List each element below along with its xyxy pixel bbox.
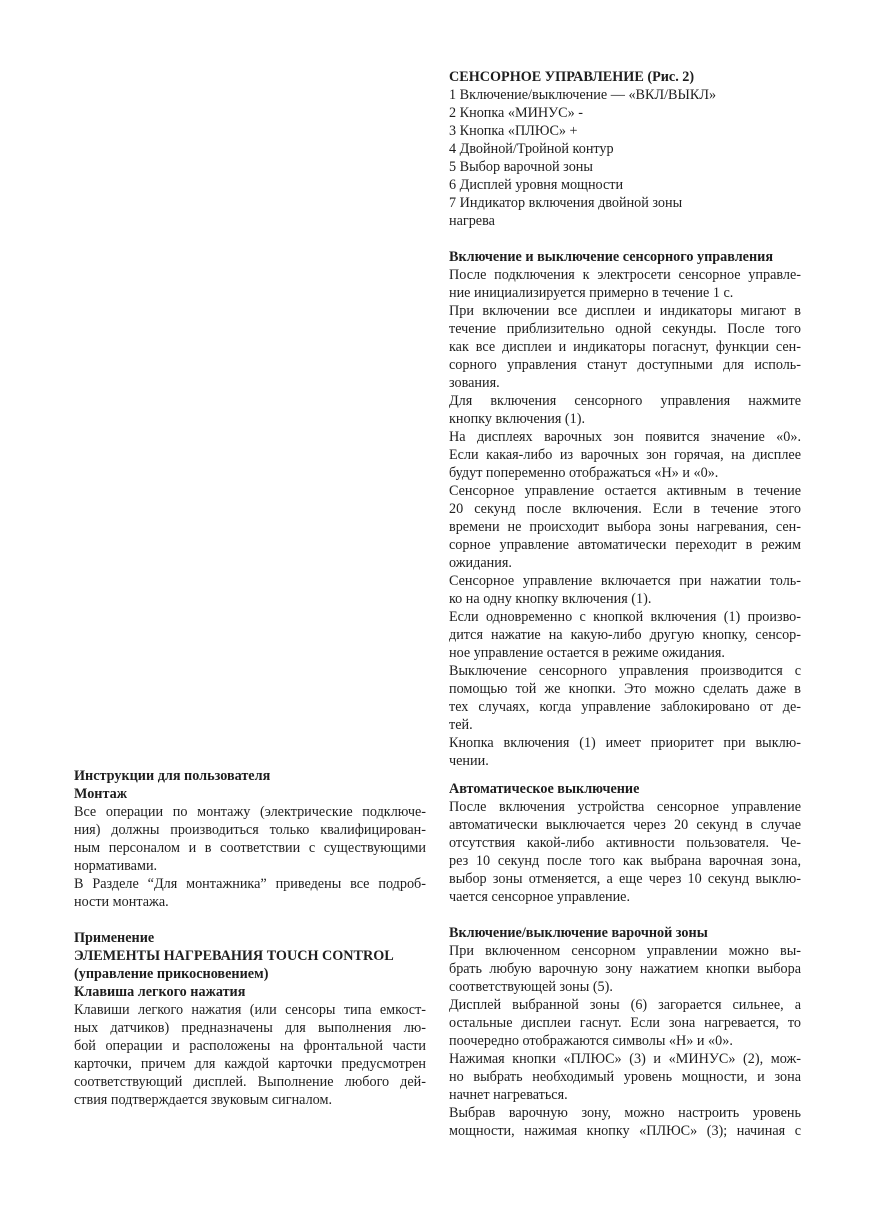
text-line: При включении все дисплеи и индикаторы мигают в (449, 303, 801, 319)
list-item: 6 Дисплей уровня мощности (449, 177, 624, 193)
text-line: Клавиши легкого нажатия (или сенсоры типа емкост- (74, 1002, 426, 1018)
text-line: Если какая-либо из варочных зон горячая, на дисплее (449, 447, 801, 463)
text-line: карточки, причем для каждой карточки предусмотрен (74, 1056, 426, 1072)
touch-control-list (449, 86, 801, 230)
text-line: как все дисплеи и индикаторы погаснут, функции сен- (449, 339, 801, 355)
text-line: Нажимая кнопки «ПЛЮС» (3) и «МИНУС» (2), мож- (449, 1051, 801, 1067)
text-line: дится нажатие на какую-либо другую кнопку, сенсор- (449, 627, 801, 643)
mounting-heading: Монтаж (74, 786, 127, 802)
text-line: ным персоналом и в соответствии с существующими (74, 840, 426, 856)
zone-onoff-heading: Включение/выключение варочной зоны (449, 925, 708, 941)
text-line: поочередно отображаются символы «Н» и «0». (449, 1033, 733, 1049)
text-line: автоматически выключается через 20 секунд в случае (449, 817, 801, 833)
right-column (449, 68, 801, 1140)
text-line: соответствующей зоны (5). (449, 979, 613, 995)
list-item: 1 Включение/выключение — «ВКЛ/ВЫКЛ» (449, 87, 717, 103)
text-line: ствия подтверждается звуковым сигналом. (74, 1092, 333, 1108)
text-line: 20 секунд после включения. Если в течение этого (449, 501, 801, 517)
text-line: рез 10 секунд после того как выбрана варочная зона, (449, 853, 801, 869)
text-line: времени не происходит выбора зоны нагревания, сен- (449, 519, 801, 535)
text-line: тех случаях, когда управление заблокировано от де- (449, 699, 801, 715)
text-line: Для включения сенсорного управления нажмите (449, 393, 801, 409)
text-line: Выбрав варочную зону, можно настроить уровень (449, 1105, 801, 1121)
text-line: Кнопка включения (1) имеет приоритет при выклю- (449, 735, 801, 751)
list-item: 3 Кнопка «ПЛЮС» + (449, 123, 578, 139)
text-line: будут попеременно отображаться «Н» и «0». (449, 465, 719, 481)
text-line: ния) должны производиться только квалифицирован- (74, 822, 426, 838)
text-line: После включения устройства сенсорное управление (449, 799, 801, 815)
application-heading: Применение (74, 930, 155, 946)
text-line: остальные дисплеи гаснут. Если зона нагревается, то (449, 1015, 801, 1031)
text-line: течение приблизительно одной секунды. После того (449, 321, 801, 337)
text-line: После подключения к электросети сенсорное управле- (449, 267, 801, 283)
onoff-heading: Включение и выключение сенсорного управления (449, 249, 774, 265)
text-line: сорное управление автоматически переходит в режим (449, 537, 801, 553)
zone-onoff-paragraph (449, 942, 801, 1140)
text-line: ности монтажа. (74, 894, 169, 910)
onoff-paragraph (449, 266, 801, 770)
text-line: зования. (449, 375, 500, 391)
text-line: выбор зоны отменяется, а еще через 10 секунд выклю- (449, 871, 801, 887)
mounting-paragraph (74, 803, 426, 911)
list-item: 5 Выбор варочной зоны (449, 159, 593, 175)
text-line: сорного управления станут доступными для исполь- (449, 357, 801, 373)
text-line: отсутствия какой-либо активности пользователя. Че- (449, 835, 801, 851)
text-line: Сенсорное управление включается при нажатии толь- (449, 573, 801, 589)
list-item: 4 Двойной/Тройной контур (449, 141, 614, 157)
touch-control-heading: СЕНСОРНОЕ УПРАВЛЕНИЕ (Рис. 2) (449, 69, 695, 85)
list-item: 2 Кнопка «МИНУС» - (449, 105, 583, 121)
text-line: ко на одну кнопку включения (1). (449, 591, 652, 607)
left-column (74, 767, 426, 1109)
auto-off-heading: Автоматическое выключение (449, 781, 640, 797)
user-instructions-heading: Инструкции для пользователя (74, 768, 271, 784)
soft-touch-key-paragraph (74, 1001, 426, 1109)
text-line: ных датчиков) предназначены для выполнения лю- (74, 1020, 426, 1036)
text-line: тей. (449, 717, 473, 733)
text-line: Если одновременно с кнопкой включения (1) произво- (449, 609, 801, 625)
text-line: ние инициализируется примерно в течение 1 с. (449, 285, 734, 301)
text-line: чении. (449, 753, 489, 769)
text-line: брать любую варочную зону нажатием кнопки выбора (449, 961, 801, 977)
text-line: чается сенсорное управление. (449, 889, 631, 905)
text-line: При включенном сенсорном управлении можно вы- (449, 943, 801, 959)
touch-elements-heading: ЭЛЕМЕНТЫ НАГРЕВАНИЯ TOUCH CONTROL (74, 948, 394, 964)
text-line: Все операции по монтажу (электрические подключе- (74, 804, 426, 820)
list-item: 7 Индикатор включения двойной зоны (449, 195, 683, 211)
touch-elements-subheading: (управление прикосновением) (74, 966, 269, 982)
list-item: нагрева (449, 213, 495, 229)
text-line: Дисплей выбранной зоны (6) загорается сильнее, а (449, 997, 801, 1013)
soft-touch-key-heading: Клавиша легкого нажатия (74, 984, 246, 1000)
text-line: кнопку включения (1). (449, 411, 586, 427)
text-line: ное управление остается в режиме ожидания. (449, 645, 725, 661)
text-line: Выключение сенсорного управления производится с (449, 663, 801, 679)
text-line: помощью той же кнопки. Это можно сделать даже в (449, 681, 801, 697)
text-line: нормативами. (74, 858, 158, 874)
auto-off-paragraph (449, 798, 801, 906)
text-line: ожидания. (449, 555, 512, 571)
text-line: начнет нагреваться. (449, 1087, 568, 1103)
text-line: мощности, нажимая кнопку «ПЛЮС» (3); начиная с (449, 1123, 801, 1139)
text-line: бой операции и расположены на фронтальной части (74, 1038, 426, 1054)
text-line: соответствующий дисплей. Выполнение любого дей- (74, 1074, 426, 1090)
text-line: В Разделе “Для монтажника” приведены все подроб- (74, 876, 426, 892)
text-line: На дисплеях варочных зон появится значение «0». (449, 429, 801, 445)
text-line: но выбрать необходимый уровень мощности, и зона (449, 1069, 801, 1085)
text-line: Сенсорное управление остается активным в течение (449, 483, 801, 499)
